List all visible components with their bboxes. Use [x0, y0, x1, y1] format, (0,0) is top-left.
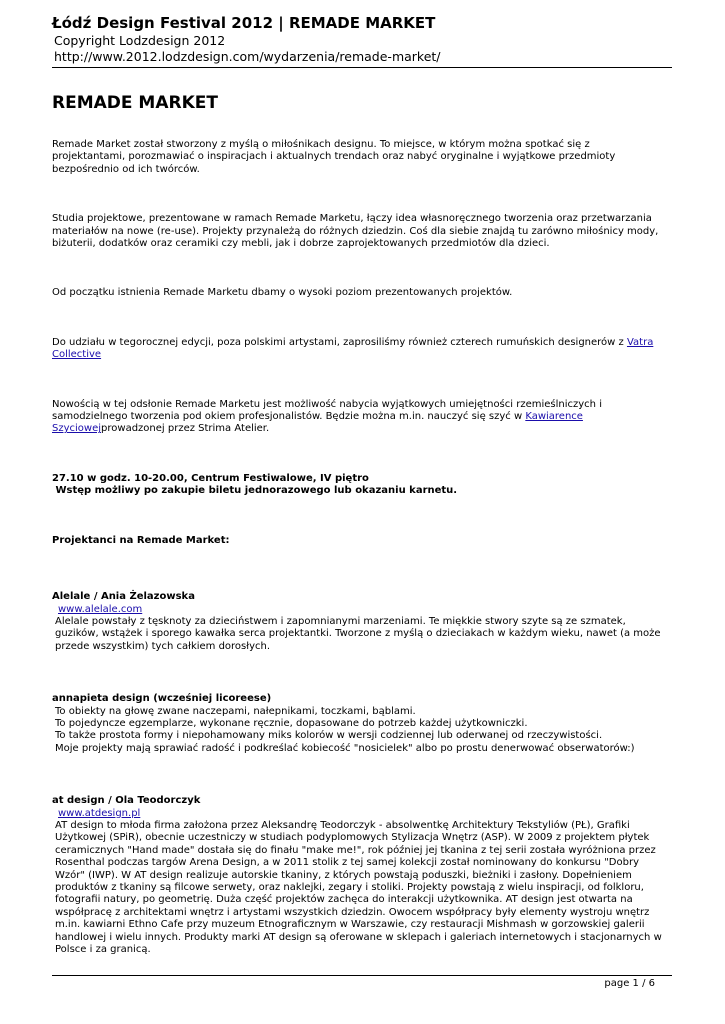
- designer-description-line: To obiekty na głowę zwane naczepami, nałepnikami, toczkami, bąblami.: [55, 705, 416, 717]
- document-title: Łódź Design Festival 2012 | REMADE MARKET: [52, 14, 436, 32]
- designer-name: annapieta design (wcześniej licoreese): [52, 693, 272, 705]
- document-header: [52, 14, 672, 65]
- designer-description-line: To także prostota formy i niepohamowany miks kolorów w wersji codziennej lub oderwanej od rzeczywistości.: [55, 730, 603, 742]
- header-divider: [52, 67, 672, 68]
- workshop-paragraph: [52, 399, 664, 436]
- designer-description: Alelale powstały z tęsknoty za dzieciństwem i zapomnianymi marzeniami. Te miękkie stwory szyte są ze szmatek, guzików, wstążek i sporego kawałka serca projektantki. Tworzone z myślą o dzieciakach w każdym wieku, nawet (a może przede wszystkim) tych całkiem dorosłych.: [55, 615, 661, 652]
- designer-description-line: To pojedyncze egzemplarze, wykonane ręcznie, dopasowane do potrzeb każdej użytkowniczki.: [55, 717, 528, 729]
- page-number: page 1 / 6: [604, 978, 655, 989]
- workshop-text: Nowością w tej odsłonie Remade Marketu jest możliwość nabycia wyjątkowych umiejętności rzemieślniczych i samodzielnego tworzenia pod okiem profesjonalistów. Będzie można m.in. nauczyć się szyć w: [52, 398, 602, 423]
- article-body: [52, 92, 664, 990]
- designer-entry: [52, 591, 664, 653]
- designer-name: at design / Ola Teodorczyk: [52, 795, 201, 807]
- designers-heading: Projektanci na Remade Market:: [52, 534, 230, 546]
- designer-entry: [52, 795, 664, 956]
- copyright-line: Copyright Lodzdesign 2012: [54, 33, 226, 48]
- designer-entry: [52, 693, 664, 755]
- designer-name: Alelale / Ania Żelazowska: [52, 591, 195, 603]
- designer-website-link[interactable]: www.alelale.com: [58, 603, 143, 615]
- designer-website-link[interactable]: www.atdesign.pl: [58, 807, 141, 819]
- kawiarenka-szyciowa-link[interactable]: Kawiarence Szyciowej: [52, 411, 583, 435]
- workshop-tail: prowadzonej przez Strima Atelier.: [101, 423, 270, 435]
- participants-text: Do udziału w tegorocznej edycji, poza polskimi artystami, zaprosiliśmy również czterech rumuńskich designerów z: [52, 336, 627, 348]
- source-url: http://www.2012.lodzdesign.com/wydarzenia/remade-market/: [54, 49, 441, 64]
- intro-paragraph: Remade Market został stworzony z myślą o miłośnikach designu. To miejsce, w którym można spotkać się z projektantami, porozmawiać o inspiracjach i aktualnych trendach oraz nabyć oryginalne i wyjątkowe przedmioty bezpośrednio od ich twórców.: [52, 139, 616, 175]
- footer-divider: [52, 975, 672, 976]
- designer-description-line: Moje projekty mają sprawiać radość i podkreślać kobiecość "nosicielek" albo po prostu denerwować obserwatorów:): [55, 742, 635, 754]
- studios-paragraph: Studia projektowe, prezentowane w ramach Remade Marketu, łączy idea własnoręcznego tworzenia oraz przetwarzania materiałów na nowe (re-use). Projekty przynależą do różnych dziedzin. Coś dla siebie znajdą tu zarówno miłośnicy mody, biżuterii, dodatków oraz ceramiki czy mebli, jak i dobrze zaprojektowanych przedmiotów dla dzieci.: [52, 213, 659, 250]
- participants-paragraph: [52, 337, 664, 362]
- event-time: 27.10 w godz. 10-20.00, Centrum Festiwalowe, IV piętro: [52, 472, 369, 484]
- designer-description: AT design to młoda firma założona przez Aleksandrę Teodorczyk - absolwentkę Architektury Tekstyliów (PŁ), Grafiki Użytkowej (SPiR), obecnie uczestniczy w studiach podyplomowych Stylizacja Wnętrz (ASP). W 2009 z projektem płytek ceramicznych "Hand made" dostała się do finału "make me!", rok później jej tkanina z tej serii została wyróżniona przez Rosenthal podczas targów Arena Design, a w 2011 stolik z tej samej kolekcji został nominowany do konkursu "Dobry Wzór" (IWP). W AT design realizuje autorskie tkaniny, z których powstają poduszki, bieżniki i zasłony. Dopełnieniem produktów z tkaniny są filcowe serwety, oraz naklejki, zegary i stoliki. Projekty powstają z wielu inspiracji, od folkloru, fotografii natury, po geometrię. Duża część projektów zachęca do interakcji użytkownika. AT design jest otwarta na współpracę z architektami wnętrz i artystami wszystkich dziedzin. Owocem współpracy były elementy wystroju wnętrz m.in. kawiarni Ethno Cafe przy muzeum Etnograficznym w Warszawie, czy restauracji Mishmash w gorzowskiej galerii handlowej i wielu innych. Produkty marki AT design są oferowane w sklepach i galeriach internetowych i stacjonarnych w Polsce i za granicą.: [55, 819, 662, 956]
- vatra-collective-link[interactable]: Vatra Collective: [52, 336, 654, 361]
- article-heading: REMADE MARKET: [52, 93, 218, 113]
- event-entry: Wstęp możliwy po zakupie biletu jednorazowego lub okazaniu karnetu.: [52, 485, 458, 497]
- quality-paragraph: Od początku istnienia Remade Marketu dbamy o wysoki poziom prezentowanych projektów.: [52, 287, 513, 299]
